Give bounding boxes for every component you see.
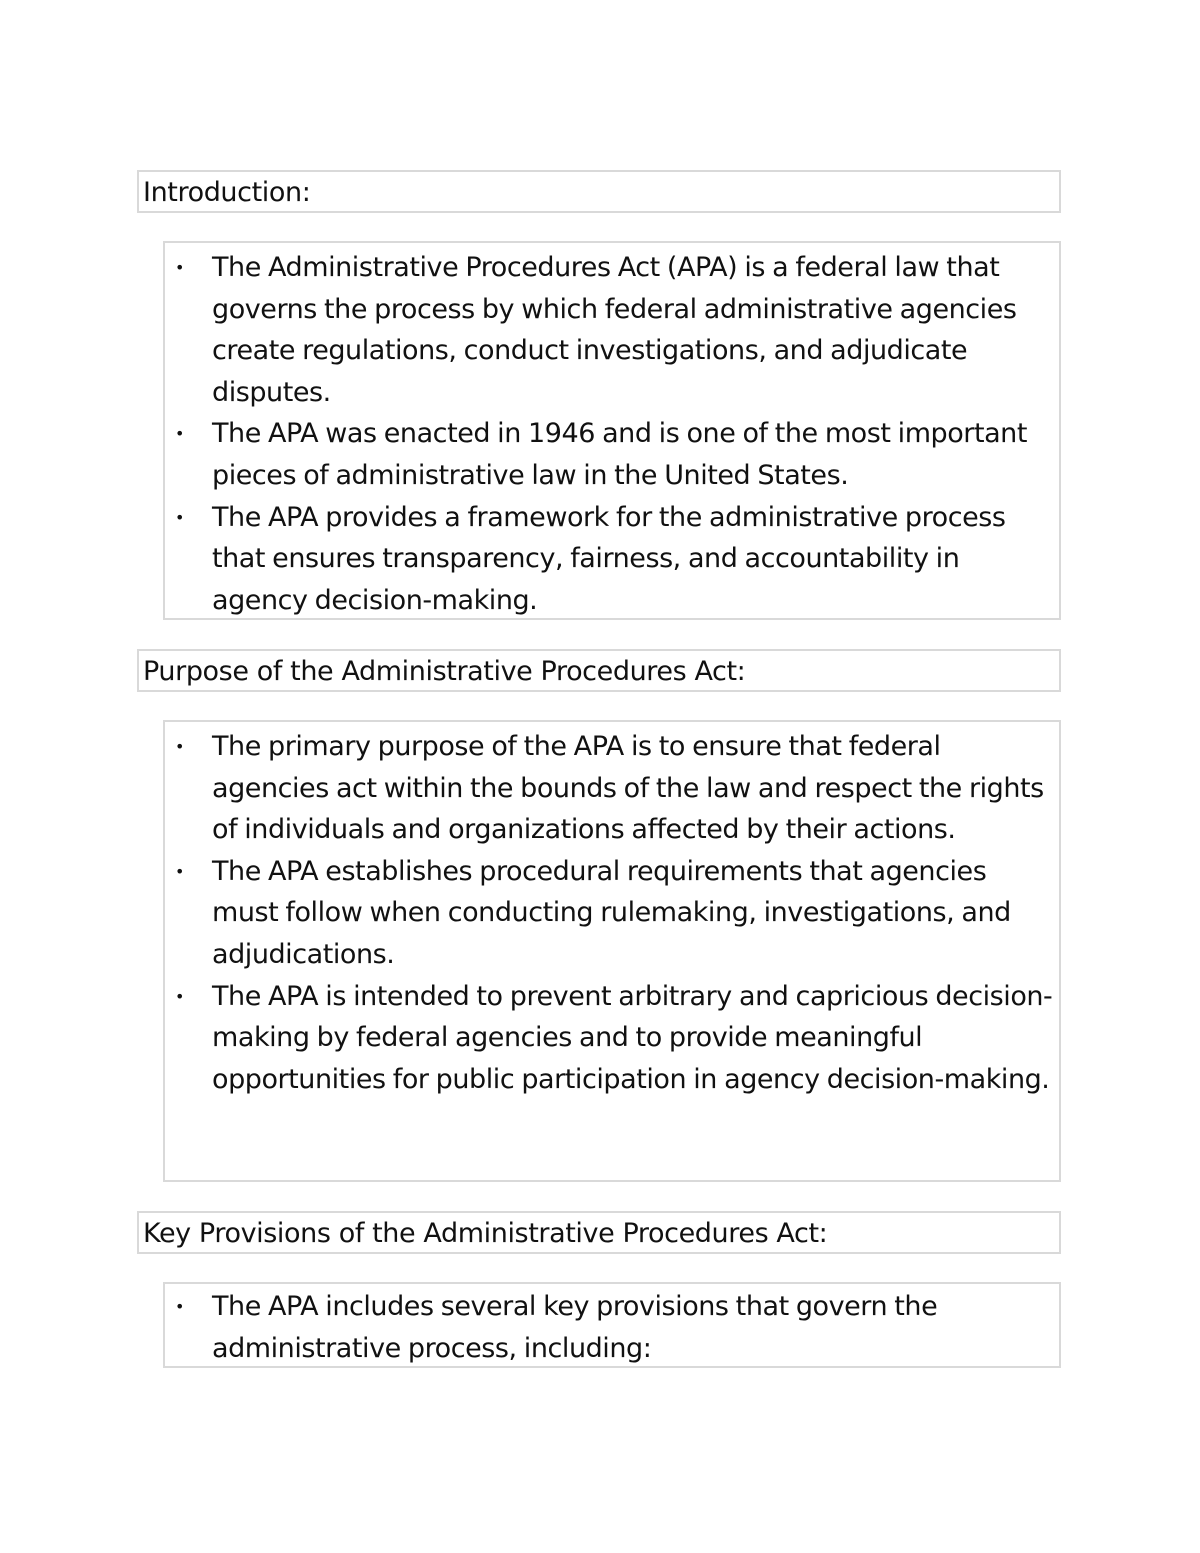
bullet-icon: • [175,861,184,881]
list-item-text: The APA is intended to prevent arbitrary and capricious decision-making by federal agencies and to provide meaningful opportunities for public participation in agency decision-making. [212,980,1053,1095]
list-item [165,413,1059,496]
bullet-icon: • [175,424,184,444]
list-item [165,976,1059,1101]
section-heading-text: Introduction: [143,177,311,208]
bullet-list-purpose [163,720,1061,1182]
section-heading-purpose [137,649,1061,692]
list-item-text: The Administrative Procedures Act (APA) is a federal law that governs the process by which federal administrative agencies create regulations, conduct investigations, and adjudicate disputes. [212,252,1017,408]
section-heading-introduction [137,170,1061,213]
list-item-text: The APA establishes procedural requirements that agencies must follow when conducting rulemaking, investigations, and adjudications. [212,855,1011,970]
list-item [165,722,1059,851]
section-heading-text: Purpose of the Administrative Procedures Act: [143,656,746,687]
list-item [165,851,1059,976]
list-item [165,243,1059,413]
list-item [165,497,1059,622]
bullet-icon: • [175,507,184,527]
section-heading-key-provisions [137,1211,1061,1254]
bullet-list-introduction [163,241,1061,620]
bullet-icon: • [175,1297,184,1316]
list-item-text: The primary purpose of the APA is to ensure that federal agencies act within the bounds of the law and respect the rights of individuals and organizations affected by their actions. [212,731,1044,846]
bullet-icon: • [175,986,184,1006]
list-item [165,1284,1059,1369]
list-item-text: The APA includes several key provisions that govern the administrative process, including: [212,1291,938,1364]
bullet-list-key-provisions [163,1282,1061,1368]
list-item-text: The APA was enacted in 1946 and is one of the most important pieces of administrative law in the United States. [212,418,1027,491]
list-item-text: The APA provides a framework for the administrative process that ensures transparency, fairness, and accountability in agency decision-making. [212,501,1006,616]
section-heading-text: Key Provisions of the Administrative Procedures Act: [143,1218,828,1249]
bullet-icon: • [175,737,184,756]
bullet-icon: • [175,258,184,277]
